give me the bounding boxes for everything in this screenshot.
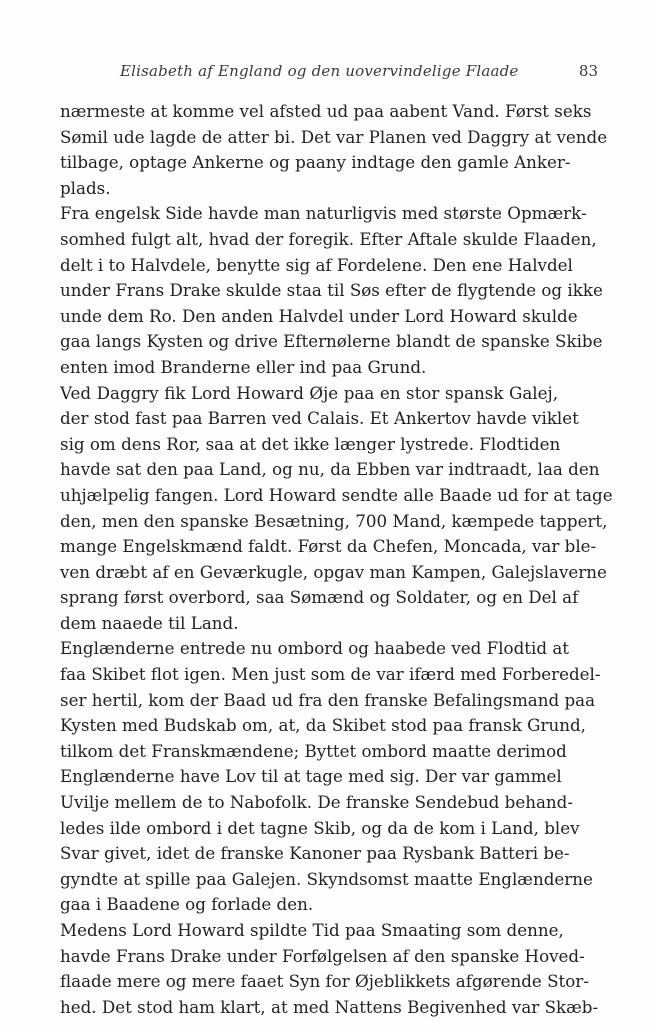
text-line: ledes ilde ombord i det tagne Skib, og da de kom i Land, blev [60, 817, 580, 838]
text-line: Fra engelsk Side havde man naturligvis med største Opmærk- [60, 203, 587, 224]
text-line: enten imod Branderne eller ind paa Grund. [60, 356, 427, 377]
text-line: ser hertil, kom der Baad ud fra den franske Befalingsmand paa [60, 689, 596, 710]
text-line: Uvilje mellem de to Nabofolk. De franske Sendebud behand- [60, 792, 573, 813]
text-line: uhjælpelig fangen. Lord Howard sendte alle Baade ud for at tage [60, 484, 613, 505]
text-line: gyndte at spille paa Galejen. Skyndsomst maatte Englænderne [60, 868, 593, 889]
text-line: faa Skibet flot igen. Men just som de var ifærd med Forberedel- [60, 664, 601, 685]
text-line: ven dræbt af en Geværkugle, opgav man Kampen, Galejslaverne [60, 561, 607, 582]
text-line: hed. Det stod ham klart, at med Nattens Begivenhed var Skæb- [60, 996, 599, 1017]
text-line: sprang først overbord, saa Sømænd og Soldater, og en Del af [60, 587, 579, 608]
text-line: gaa langs Kysten og drive Efternølerne blandt de spanske Skibe [60, 331, 603, 352]
text-line: Kysten med Budskab om, at, da Skibet stod paa fransk Grund, [60, 715, 586, 736]
text-line: der stod fast paa Barren ved Calais. Et Ankertov havde viklet [60, 408, 579, 429]
text-line: mange Engelskmænd faldt. Først da Chefen, Moncada, var ble- [60, 536, 597, 557]
text-line: tilkom det Franskmændene; Byttet ombord maatte derimod [60, 740, 567, 761]
text-line: Englænderne entrede nu ombord og haabede ved Flodtid at [60, 638, 569, 659]
text-line: Sømil ude lagde de atter bi. Det var Planen ved Daggry at vende [60, 126, 608, 147]
running-title: Elisabeth af England og den uovervindelige Flaade [120, 62, 519, 80]
text-line: tilbage, optage Ankerne og paany indtage den gamle Anker- [60, 152, 571, 173]
text-line: somhed fulgt alt, hvad der foregik. Efter Aftale skulde Flaaden, [60, 228, 597, 249]
text-line: under Frans Drake skulde staa til Søs efter de flygtende og ikke [60, 280, 603, 301]
text-line: gaa i Baadene og forlade den. [60, 894, 314, 915]
text-line: delt i to Halvdele, benytte sig af Fordelene. Den ene Halvdel [60, 254, 573, 275]
text-line: dem naaede til Land. [60, 612, 239, 633]
text-line: Medens Lord Howard spildte Tid paa Smaating som denne, [60, 920, 564, 940]
text-line: unde dem Ro. Den anden Halvdel under Lord Howard skulde [60, 305, 578, 326]
page-number: 83 [578, 62, 598, 80]
running-head [60, 62, 598, 86]
text-line: nærmeste at komme vel afsted ud paa aabent Vand. Først seks [60, 101, 592, 121]
text-line: Svar givet, idet de franske Kanoner paa Rysbank Batteri be- [60, 843, 570, 864]
body-text [60, 99, 613, 1020]
text-line: den, men den spanske Besætning, 700 Mand, kæmpede tappert, [60, 510, 608, 531]
text-line: Ved Daggry fik Lord Howard Øje paa en stor spansk Galej, [60, 382, 558, 403]
text-line: sig om dens Ror, saa at det ikke længer lystrede. Flodtiden [60, 433, 561, 454]
text-line: flaade mere og mere faaet Syn for Øjeblikkets afgørende Stor- [60, 971, 589, 992]
text-line: havde Frans Drake under Forfølgelsen af den spanske Hoved- [60, 945, 585, 966]
text-line: havde sat den paa Land, og nu, da Ebben var indtraadt, laa den [60, 459, 600, 480]
text-line: plads. [60, 177, 111, 198]
text-line: Englænderne have Lov til at tage med sig. Der var gammel [60, 766, 562, 787]
